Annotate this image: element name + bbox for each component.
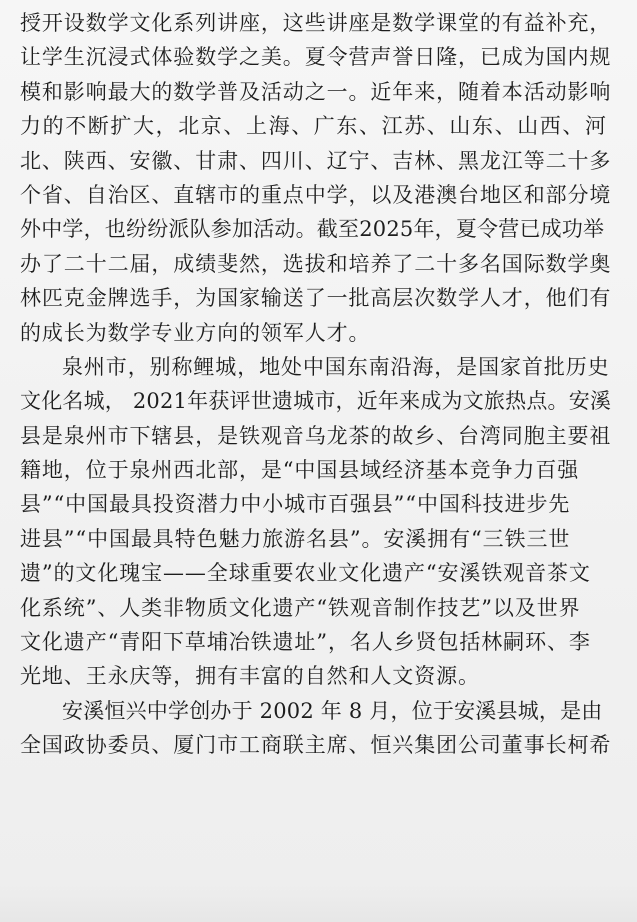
- text-line: 遗”的文化瑰宝——全球重要农业文化遗产“安溪铁观音茶文: [20, 561, 591, 586]
- text-line: 化系统”、人类非物质文化遗产“铁观音制作技艺”以及世界: [20, 595, 581, 620]
- page-shadow: [0, 882, 637, 922]
- text-line: 外中学，也纷纷派队参加活动。截至2025年，夏令营已成功举: [20, 217, 605, 242]
- text-line: 文化名城， 2021年获评世遗城市，近年来成为文旅热点。安溪: [20, 389, 612, 414]
- text-line: 全国政协委员、厦门市工商联主席、恒兴集团公司董事长柯希: [20, 733, 612, 758]
- text-line: 光地、王永庆等，拥有丰富的自然和人文资源。: [20, 664, 480, 689]
- text-line: 林匹克金牌选手，为国家输送了一批高层次数学人才，他们有: [20, 286, 612, 311]
- document-text: [20, 6, 620, 763]
- paragraph-first-line: 泉州市，别称鲤城，地处中国东南沿海，是国家首批历史: [62, 354, 610, 379]
- text-line: 力的不断扩大，北京、上海、广东、江苏、山东、山西、河: [20, 114, 608, 139]
- text-line: 授开设数学文化系列讲座，这些讲座是数学课堂的有益补充，: [20, 11, 612, 35]
- text-line: 进县”“中国最具特色魅力旅游名县”。安溪拥有“三铁三世: [20, 526, 571, 551]
- text-line: 北、陕西、安徽、甘肃、四川、辽宁、吉林、黑龙江等二十多: [20, 148, 612, 173]
- text-line: 籍地，位于泉州西北部，是“中国县域经济基本竞争力百强: [20, 458, 580, 483]
- paragraph-first-line: 安溪恒兴中学创办于 2002 年 8 月，位于安溪县城，是由: [62, 698, 603, 723]
- text-line: 县是泉州市下辖县，是铁观音乌龙茶的故乡、台湾同胞主要祖: [20, 423, 612, 448]
- text-line: 个省、自治区、直辖市的重点中学，以及港澳台地区和部分境: [20, 182, 612, 207]
- text-line: 办了二十二届，成绩斐然，选拔和培养了二十多名国际数学奥: [20, 251, 612, 276]
- text-line: 文化遗产“青阳下草埔冶铁遗址”，名人乡贤包括林嗣环、李: [20, 630, 591, 655]
- text-line: 模和影响最大的数学普及活动之一。近年来，随着本活动影响: [20, 79, 612, 104]
- text-line: 的成长为数学专业方向的领军人才。: [20, 320, 371, 345]
- text-line: 县”“中国最具投资潜力中小城市百强县”“中国科技进步先: [20, 492, 571, 517]
- text-line: 让学生沉浸式体验数学之美。夏令营声誉日隆，已成为国内规: [20, 45, 612, 70]
